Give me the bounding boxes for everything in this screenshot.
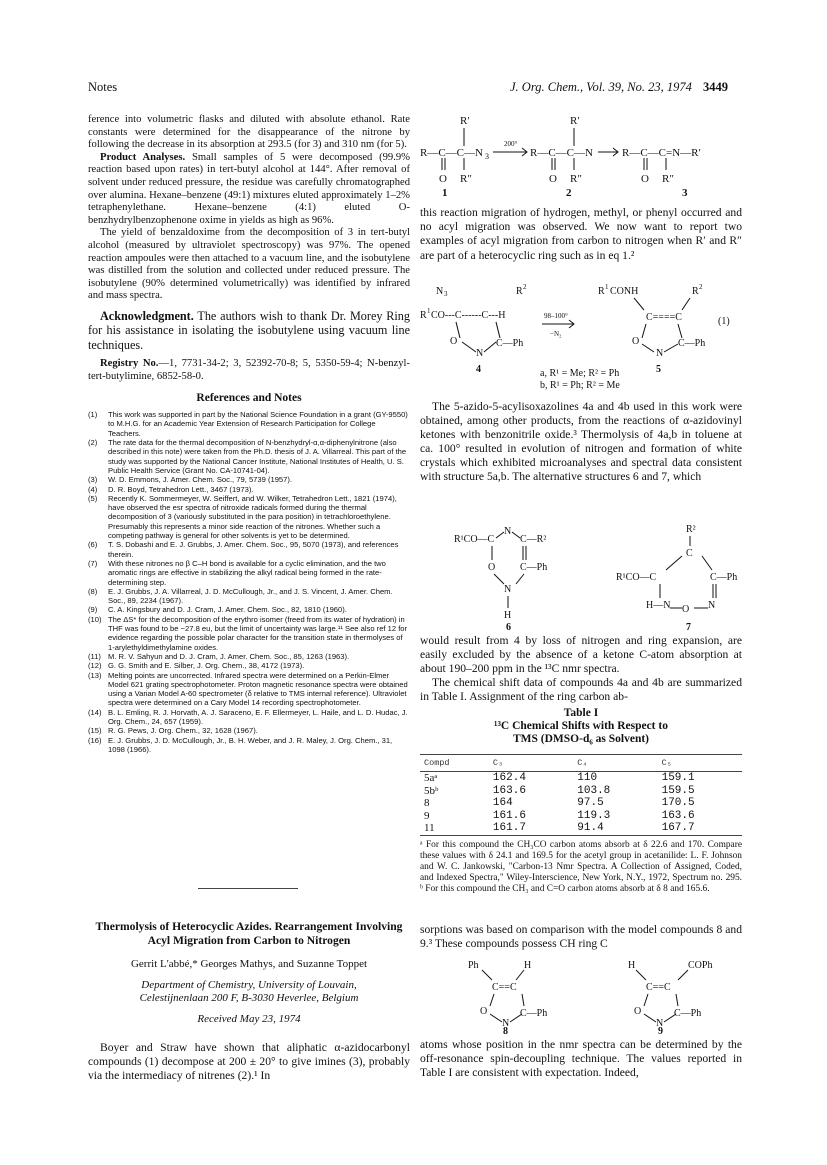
registry-text: —1, 7731-34-2; 3, 52392-70-8; 5, 5350-59-4; N-benzyl-tert-butylimine, 6852-58-0. (88, 358, 410, 382)
svg-text:C: C (686, 548, 693, 559)
svg-text:COPh: COPh (688, 960, 713, 971)
svg-text:R: R (420, 310, 427, 321)
compound-label: 1 (442, 187, 448, 198)
paragraph (88, 152, 410, 228)
svg-text:R″: R″ (460, 173, 472, 185)
reference-number: (8) (88, 586, 98, 596)
svg-text:N: N (436, 286, 444, 297)
svg-text:C—Ph: C—Ph (520, 1008, 548, 1019)
svg-text:C—Ph: C—Ph (678, 338, 706, 349)
reference-text: The ΔS* for the decomposition of the erythro isomer (freed from its water of hydration) in THF was found to be −27.8 eu, but the limit of uncertainty was large.¹¹ See also ref 12 for evidence regarding the possible polar character for the transition state in thermolyses of 1-arylethyldimethylamine oxides. (108, 614, 408, 652)
right-paragraph-1 (420, 206, 742, 263)
svg-text:R¹CO—C: R¹CO—C (454, 534, 495, 545)
shift-value-cell: 167.7 (658, 822, 742, 835)
table-footnote: ᵃ For this compound the CH₃CO carbon atoms absorb at δ 22.6 and 170. Compare these values with δ 24.1 and 169.5 for the acetyl group in acetanilide: L. F. Johnson and W. C. Jankowski, "Carbon-13 Nmr Spectra. A Collection of Assigned, Coded, and Indexed Spectra," Wiley-Interscience, New York, N.Y., 1972, Spectrum no. 295. ᵇ For this compound the CH₃ and C=O carbon atoms absorb at δ 8 and 165.6. (420, 839, 742, 894)
reference-text: E. J. Grubbs, J. A. Villarreal, J. D. McCullough, Jr., and J. S. Vincent, J. Amer. Chem. Soc., 89, 2234 (1967). (108, 586, 393, 606)
svg-text:N: N (504, 584, 512, 595)
svg-text:C==C: C==C (646, 982, 671, 993)
compound-label: 7 (686, 622, 691, 630)
table-row (420, 822, 742, 835)
left-column (88, 114, 410, 754)
table-1 (420, 707, 742, 895)
reference-number: (4) (88, 484, 98, 494)
table-caption-2: TMS (DMSO-d₆ as Solvent) (512, 733, 650, 745)
table-row (420, 772, 742, 785)
svg-text:CONH: CONH (610, 286, 639, 297)
reference-item (88, 708, 410, 727)
reference-text: Melting points are uncorrected. Infrared spectra were determined on a Perkin-Elmer Model 621 grating spectrophotometer. Proton magnetic resonance spectra were obtained using a Varian Model A-60 spectrometer (δ relative to TMS internal reference). Ultraviolet spectra were determined on a Cary Model 14 recording spectrophotometer. (108, 670, 408, 708)
shift-value-cell: 91.4 (573, 822, 657, 835)
reference-number: (7) (88, 558, 98, 568)
page-number: 3449 (702, 80, 728, 94)
compound-cell: 11 (420, 822, 489, 835)
reference-item (88, 540, 410, 559)
reference-text: T. S. Dobashi and E. J. Grubbs, J. Amer. Chem. Soc., 95, 5070 (1973), and references therein. (108, 540, 399, 559)
svg-text:R: R (692, 286, 699, 297)
shift-value-cell: 159.1 (661, 772, 695, 784)
svg-text:R¹CO—C: R¹CO—C (616, 572, 657, 583)
table-row (420, 797, 742, 810)
compound-label: 3 (682, 187, 688, 198)
svg-text:N: N (502, 1018, 510, 1029)
compound-label: 2 (566, 187, 572, 198)
svg-text:2: 2 (523, 283, 527, 291)
svg-text:3: 3 (485, 152, 489, 161)
shift-value-cell: 97.5 (577, 797, 604, 809)
shift-value-cell: 159.5 (661, 784, 695, 797)
received-date: Received May 23, 1974 (197, 1012, 301, 1025)
svg-text:C====C: C====C (646, 312, 682, 323)
acknowledgment (88, 309, 410, 353)
structures-6-7 (420, 512, 742, 630)
reference-text: Recently K. Sommermeyer, W. Seiffert, and W. Wilker, Tetrahedron Lett., 1821 (1974), have observed the esr spectra of nitroxide radicals formed during the thermal decomposition of 3 (variously substituted in the para position) in tetrachloroethylene. Presumably this represents a minor side reaction of the nitrones. Whether such a competing pathway is general for other solvents is yet to be determined. (108, 493, 397, 541)
svg-text:O: O (450, 336, 458, 347)
compound-label: 8 (503, 1026, 508, 1034)
registry-head: Registry No. (100, 358, 159, 370)
svg-text:O: O (632, 336, 640, 347)
svg-text:H: H (628, 960, 636, 971)
column-header: Compd (420, 755, 489, 772)
reference-number: (3) (88, 475, 98, 485)
svg-text:O: O (549, 173, 557, 185)
reference-item (88, 736, 410, 755)
compound-label: 6 (506, 622, 511, 630)
svg-text:C—Ph: C—Ph (674, 1008, 702, 1019)
svg-text:N: N (656, 1018, 664, 1029)
substituent-key (540, 368, 620, 392)
svg-text:R′: R′ (460, 115, 470, 127)
compound-cell: 5bᵇ (424, 784, 439, 797)
reference-number: (1) (88, 410, 98, 420)
reference-item (88, 475, 410, 484)
svg-text:N: N (476, 348, 484, 359)
reference-text: C. A. Kingsbury and D. J. Cram, J. Amer. Chem. Soc., 82, 1810 (1960). (108, 605, 347, 615)
svg-text:R: R (598, 286, 605, 297)
table-row (420, 785, 742, 798)
affiliation-line-2: Celestijnenlaan 200 F, B-3030 Heverlee, Belgium (139, 991, 359, 1004)
paragraph: sorptions was based on comparison with the model compounds 8 and 9.³ These compounds possess CH ring C (420, 923, 742, 950)
reference-text: The rate data for the thermal decomposition of N-benzhydryl-α,α-diphenylnitrone (also described in this note) were taken from the Ph.D. thesis of J. A. Villarreal. This part of the study was supported by the National Cancer Institute, National Institutes of Health, U. S. Public Health Service (Grant No. CA-10741-04). (108, 438, 407, 475)
reference-item (88, 652, 410, 661)
column-header: C₄ (573, 755, 657, 772)
shift-value-cell: 163.6 (661, 809, 695, 822)
svg-text:1: 1 (605, 283, 609, 291)
compound-label: 5 (656, 364, 661, 375)
reference-text: M. R. V. Sahyun and D. J. Cram, J. Amer. Chem. Soc., 85, 1263 (1963). (108, 651, 350, 661)
references-list (88, 410, 410, 754)
svg-text:C—Ph: C—Ph (710, 572, 738, 583)
svg-text:H: H (524, 960, 532, 971)
paragraph: The 5-azido-5-acylisoxazolines 4a and 4b used in this work were obtained, among other products, from the reactions of α-azidovinyl ketones with benzonitrile oxide.³ Thermolysis of 4a,b in toluene at ca. 100° resulted in evolution of nitrogen and formation of white crystals which exhibited microanalyses and spectral data consistent with structure 5a,b. The alternative structures 6 and 7, which (420, 400, 742, 484)
condition-temp: 98–100° (544, 312, 568, 320)
shift-value-cell: 161.6 (492, 809, 526, 822)
svg-text:H—N: H—N (646, 600, 671, 611)
svg-text:H: H (504, 610, 512, 621)
svg-text:O: O (682, 604, 690, 615)
svg-text:1: 1 (427, 307, 431, 315)
scheme-azidocarbonyl (420, 110, 742, 198)
svg-text:O: O (488, 562, 496, 573)
svg-text:O: O (480, 1006, 488, 1017)
registry-numbers (88, 358, 410, 383)
shift-value-cell: 162.4 (492, 772, 526, 784)
reference-item (88, 671, 410, 708)
svg-text:R—C—C—N: R—C—C—N (530, 147, 593, 159)
compound-cell: 8 (424, 797, 430, 809)
svg-text:O: O (641, 173, 649, 185)
reference-item (88, 615, 410, 652)
svg-text:C—Ph: C—Ph (496, 338, 524, 349)
reference-number: (12) (88, 661, 102, 671)
reference-text: B. L. Emling, R. J. Horvath, A. J. Saraceno, E. F. Ellermeyer, L. Haile, and L. D. Hudac, J. Org. Chem., 24, 657 (1959). (108, 707, 408, 726)
shift-value-cell: 110 (577, 772, 598, 784)
running-head: Notes (88, 80, 118, 94)
shift-value-cell: 163.6 (492, 784, 526, 797)
equation-number: (1) (718, 316, 730, 327)
reference-item (88, 587, 410, 606)
reference-number: (16) (88, 735, 102, 745)
compound-label: 4 (476, 364, 481, 375)
svg-text:Ph: Ph (468, 960, 479, 971)
reference-item (88, 726, 410, 735)
shift-value-cell: 170.5 (661, 797, 695, 809)
affiliation-line-1: Department of Chemistry, University of Louvain, (141, 978, 357, 991)
paragraph-text: Small samples of 5 were decomposed (99.9% reaction based upon rates) in tert-butyl alcohol at 144°. After removal of solvent under reduced pressure, the residue was carefully chromatographed over alumina. Hexane–benzene (49:1) mixtures eluted approximately 1–2% tetraphenylethane. Hexane–benzene (4:1) eluted O-benzhydrylbenzophenone oxime in yields as high as 96%. (88, 151, 410, 226)
substituent-b: b, R¹ = Ph; R² = Me (540, 380, 620, 391)
svg-text:O: O (634, 1006, 642, 1017)
shift-table (420, 754, 742, 836)
paragraph: atoms whose position in the nmr spectra can be determined by the off-resonance spin-decoupling technique. The values reported in Table I are consistent with expectation. Indeed, (420, 1038, 742, 1079)
compound-label: 9 (658, 1026, 663, 1034)
structures-8-9 (420, 956, 742, 1034)
references-title: References and Notes (196, 391, 302, 404)
shift-value-cell: 103.8 (577, 784, 611, 797)
reference-text: D. R. Boyd, Tetrahedron Lett., 3467 (1973). (108, 484, 254, 494)
svg-text:C—R²: C—R² (520, 534, 547, 545)
svg-text:R′: R′ (570, 115, 580, 127)
condition-temp: 200° (504, 140, 518, 148)
svg-text:R″: R″ (570, 173, 582, 185)
svg-text:R—C—C—N: R—C—C—N (420, 147, 483, 159)
reference-number: (10) (88, 614, 102, 624)
authors: Gerrit L'abbé,* Georges Mathys, and Suzanne Toppet (130, 958, 368, 970)
shift-value-cell: 161.7 (489, 822, 573, 835)
compound-cell: 5aᵃ (424, 772, 438, 784)
paragraph: The chemical shift data of compounds 4a and 4b are summarized in Table I. Assignment of the ring carbon ab- (420, 676, 742, 704)
svg-text:O: O (439, 173, 447, 185)
svg-text:C—Ph: C—Ph (520, 562, 548, 573)
condition-loss: −N₂ (550, 330, 562, 338)
table-row (420, 810, 742, 823)
reference-item (88, 494, 410, 540)
article-header (88, 920, 410, 1083)
reference-number: (15) (88, 726, 102, 736)
svg-text:R: R (516, 286, 523, 297)
reference-number: (9) (88, 605, 98, 615)
reference-number: (6) (88, 540, 98, 550)
ack-head: Acknowledgment. (100, 308, 194, 323)
reference-text: R. G. Pews, J. Org. Chem., 32, 1628 (1967). (108, 726, 258, 736)
reference-item (88, 605, 410, 614)
reference-number: (13) (88, 670, 102, 680)
reference-text: G. G. Smith and E. Silber, J. Org. Chem., 38, 4172 (1973). (108, 661, 305, 671)
right-paragraph-6 (420, 1038, 742, 1080)
shift-value-cell: 164 (492, 797, 513, 809)
svg-text:N: N (708, 600, 716, 611)
column-header: C₅ (658, 755, 742, 772)
svg-text:N: N (504, 526, 512, 537)
reference-text: With these nitrones no β C–H bond is available for a cyclic elimination, and the two aromatic rings are effective in stabilizing the alkyl radical being formed in the rate-determining step. (108, 558, 386, 587)
reference-item (88, 559, 410, 587)
svg-text:R″: R″ (662, 173, 674, 185)
reference-text: E. J. Grubbs, J. D. McCullough, Jr., B. H. Weber, and J. R. Maley, J. Org. Chem., 31, 1098 (1966). (108, 735, 393, 754)
paragraph: ference into volumetric flasks and diluted with absolute ethanol. Rate constants were determined for the disappearance of the nitrone by following the decrease in its absorption at 293.5 (for 3) and 310 nm (for 5). (88, 114, 410, 151)
reference-number: (11) (88, 651, 101, 661)
column-header: C₃ (489, 755, 573, 772)
run-in-head: Product Analyses. (100, 151, 186, 163)
reference-item (88, 438, 410, 475)
reference-number: (14) (88, 707, 102, 717)
table-header-row (420, 755, 742, 772)
reference-item (88, 661, 410, 670)
article-divider (198, 888, 298, 889)
journal-name: J. Org. Chem., Vol. 39, No. 23, 1974 (510, 80, 692, 94)
ack-text: The authors wish to thank Dr. Morey Ring for his assistance in isolating the isobutylene using vacuum line techniques. (88, 308, 410, 352)
svg-text:R²: R² (686, 524, 696, 535)
reference-item (88, 410, 410, 438)
svg-text:CO---C------C---H: CO---C------C---H (431, 310, 506, 321)
right-paragraph-5 (420, 923, 742, 951)
table-title: Table I (563, 707, 599, 719)
reference-number: (2) (88, 438, 98, 448)
paragraph: would result from 4 by loss of nitrogen and ring expansion, are easily excluded by the absence of a ketone C-atom absorption at about 190–200 ppm in the ¹³C nmr spectra. (420, 634, 742, 676)
svg-text:3: 3 (444, 290, 448, 298)
reference-item (88, 485, 410, 494)
reference-text: W. D. Emmons, J. Amer. Chem. Soc., 79, 5739 (1957). (108, 475, 293, 485)
table-caption-1: ¹³C Chemical Shifts with Respect to (494, 720, 668, 732)
svg-text:C==C: C==C (492, 982, 517, 993)
substituent-a: a, R¹ = Me; R² = Ph (540, 368, 620, 379)
reference-number: (5) (88, 493, 98, 503)
svg-text:N: N (656, 348, 664, 359)
paragraph: this reaction migration of hydrogen, methyl, or phenyl occurred and no acyl migration was observed. We now want to report two examples of acyl migration from carbon to nitrogen when R′ and R″ are part of a heterocyclic ring such as in eq 1.² (420, 206, 742, 262)
intro-paragraph: Boyer and Straw have shown that aliphatic α-azidocarbonyl compounds (1) decompose at 200 ± 20° to give imines (3), probably via the intermediacy of nitrenes (2).¹ In (88, 1041, 410, 1083)
right-paragraph-3 (420, 634, 742, 704)
right-paragraph-2 (420, 400, 742, 485)
paragraph: The yield of benzaldoxime from the decomposition of 3 in tert-butyl alcohol (measured by ultraviolet spectroscopy) was 97%. The opened reaction ampoules were then attached to a vacuum line, and the isobutylene was distilled from the solution and collected under reduced pressure. The isobutylene (90% determined volumetrically) was identified by infrared and mass spectra. (88, 227, 410, 302)
svg-text:2: 2 (699, 283, 703, 291)
shift-value-cell: 119.3 (577, 809, 611, 822)
article-title: Thermolysis of Heterocyclic Azides. Rearrangement Involving Acyl Migration from Carbon to Nitrogen (95, 920, 403, 947)
reference-text: This work was supported in part by the National Science Foundation in a grant (GY-9550) to M.H.G. for an Academic Year Extension of Research Participation for College Teachers. (108, 410, 408, 438)
svg-text:R—C—C=N—R′: R—C—C=N—R′ (622, 147, 701, 159)
compound-cell: 9 (424, 809, 430, 822)
journal-citation (510, 80, 728, 95)
